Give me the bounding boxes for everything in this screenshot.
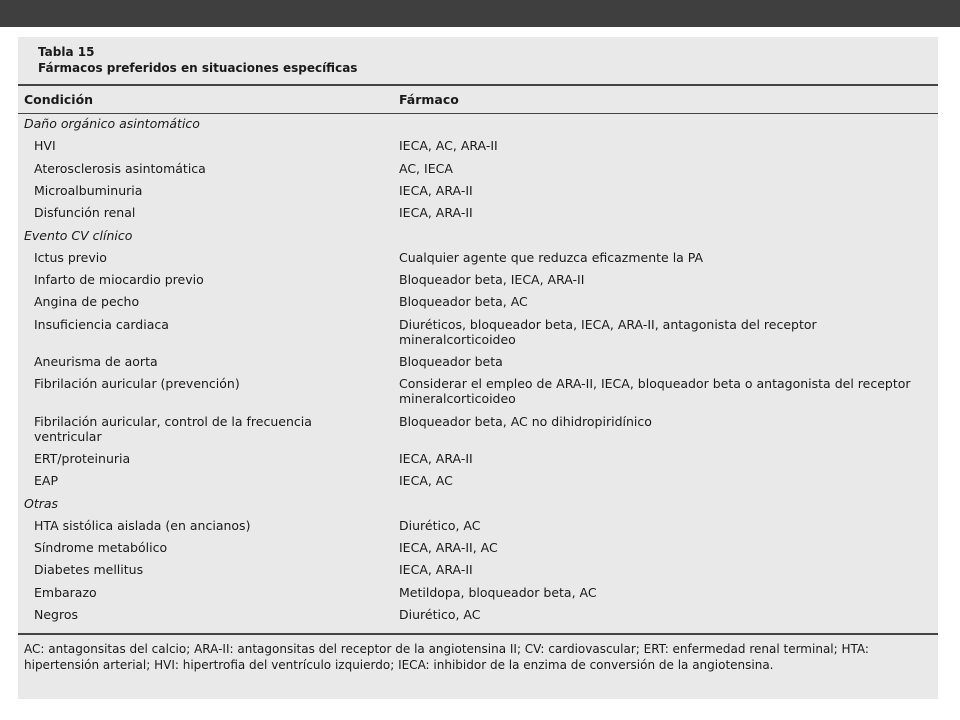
- condition-cell: Aterosclerosis asintomática: [34, 160, 206, 176]
- condition-cell: Embarazo: [34, 584, 97, 600]
- condition-cell: Infarto de miocardio previo: [34, 272, 204, 288]
- condition-cell: Diabetes mellitus: [34, 562, 144, 578]
- table-footnote: AC: antagonsitas del calcio; ARA-II: antagonsitas del receptor de la angiotensina II; CV: cardiovascular; ERT: enfermedad renal terminal; HTA: hipertensión arterial; HVI: hipertrofia del ventrículo izquierdo; IECA: inhibidor de la enzima de conversión de la angiotensina.: [24, 642, 869, 672]
- condition-cell: Disfunción renal: [34, 205, 136, 221]
- condition-cell: Insuficiencia cardiaca: [34, 316, 169, 332]
- drug-cell: Considerar el empleo de ARA-II, IECA, bloqueador beta o antagonista del receptor mineralcorticoideo: [399, 376, 911, 407]
- drug-cell: Diurético, AC: [399, 517, 481, 533]
- drug-cell: IECA, ARA-II: [399, 450, 473, 466]
- drug-cell: Bloqueador beta, IECA, ARA-II: [399, 272, 585, 288]
- drug-cell: IECA, ARA-II: [399, 182, 473, 198]
- table-title: Tabla 15: [38, 45, 95, 59]
- section-label: Daño orgánico asintomático: [24, 116, 200, 131]
- condition-cell: Síndrome metabólico: [34, 540, 168, 556]
- drug-cell: IECA, ARA-II, AC: [399, 540, 498, 556]
- header-condition: Condición: [24, 92, 94, 107]
- top-bar: [0, 0, 960, 27]
- condition-cell: Ictus previo: [34, 249, 107, 265]
- table-bottom-rule: [18, 633, 938, 635]
- drug-cell: AC, IECA: [399, 160, 453, 176]
- condition-cell: Fibrilación auricular (prevención): [34, 376, 240, 392]
- drug-cell: Diuréticos, bloqueador beta, IECA, ARA-II, antagonista del receptor mineralcorticoideo: [399, 316, 817, 347]
- drug-cell: Bloqueador beta, AC no dihidropiridínico: [399, 413, 652, 429]
- condition-cell: HVI: [34, 138, 56, 154]
- section-label: Evento CV clínico: [24, 227, 133, 243]
- drug-cell: Diurético, AC: [399, 607, 481, 622]
- section-label: Otras: [24, 495, 59, 511]
- table-body: [18, 37, 938, 699]
- condition-cell: EAP: [34, 473, 58, 489]
- condition-cell: Negros: [34, 607, 79, 622]
- drug-cell: Metildopa, bloqueador beta, AC: [399, 584, 597, 600]
- drug-cell: IECA, AC: [399, 473, 453, 489]
- drug-cell: Cualquier agente que reduzca eficazmente la PA: [399, 249, 704, 265]
- drug-cell: IECA, ARA-II: [399, 205, 473, 221]
- drug-cell: IECA, ARA-II: [399, 562, 473, 578]
- condition-cell: Microalbuminuria: [34, 182, 143, 198]
- condition-cell: Fibrilación auricular, control de la frecuencia ventricular: [34, 413, 312, 444]
- table-panel: [18, 37, 938, 699]
- condition-cell: ERT/proteinuria: [34, 450, 131, 466]
- condition-cell: Aneurisma de aorta: [34, 354, 158, 369]
- table-subtitle: Fármacos preferidos en situaciones específicas: [38, 61, 358, 75]
- drug-cell: IECA, AC, ARA-II: [399, 138, 498, 154]
- condition-cell: Angina de pecho: [34, 294, 140, 310]
- drug-cell: Bloqueador beta: [399, 354, 503, 369]
- header-drug: Fármaco: [399, 92, 459, 107]
- drug-cell: Bloqueador beta, AC: [399, 294, 528, 310]
- condition-cell: HTA sistólica aislada (en ancianos): [34, 517, 251, 533]
